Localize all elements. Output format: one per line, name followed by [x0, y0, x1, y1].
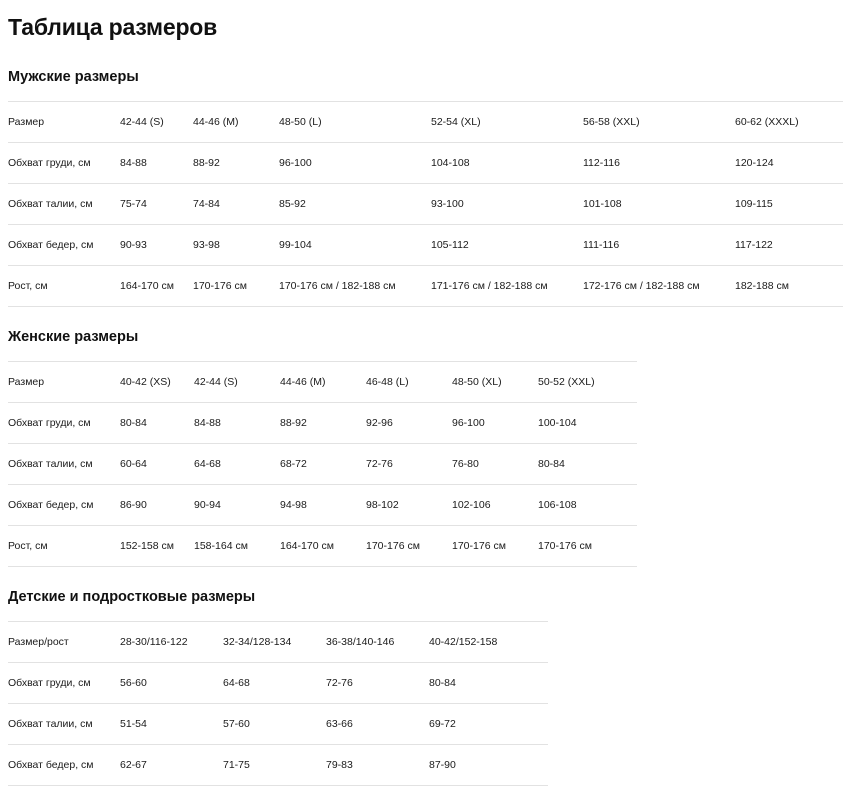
cell: 62-67 [120, 745, 223, 786]
cell: 105-112 [431, 225, 583, 266]
table-row [8, 444, 637, 485]
cell: 63-66 [326, 704, 429, 745]
section-title-women: Женские размеры [8, 329, 139, 345]
table-row [8, 403, 637, 444]
cell: 52-54 (XL) [431, 102, 583, 143]
cell: 71-75 [223, 745, 326, 786]
table-men-sizes [8, 101, 843, 307]
row-label: Рост, см [8, 266, 120, 307]
cell: 60-62 (XXXL) [735, 102, 843, 143]
cell: 98-102 [366, 485, 452, 526]
cell: 92-96 [366, 403, 452, 444]
cell: 171-176 см / 182-188 см [431, 266, 583, 307]
cell: 86-90 [120, 485, 194, 526]
cell: 164-170 см [280, 526, 366, 567]
row-label: Обхват груди, см [8, 143, 120, 184]
cell: 76-80 [452, 444, 538, 485]
cell: 164-170 см [120, 266, 193, 307]
cell: 84-88 [120, 143, 193, 184]
cell: 111-116 [583, 225, 735, 266]
cell: 28-30/116-122 [120, 622, 223, 663]
cell: 120-124 [735, 143, 843, 184]
section-men-sizes [8, 41, 843, 307]
cell: 88-92 [193, 143, 279, 184]
cell: 90-94 [194, 485, 280, 526]
table-row [8, 362, 637, 403]
cell: 96-100 [452, 403, 538, 444]
row-label: Обхват бедер, см [8, 485, 120, 526]
cell: 42-44 (S) [194, 362, 280, 403]
table-kids-sizes [8, 621, 548, 786]
row-label: Рост, см [8, 526, 120, 567]
table-row [8, 143, 843, 184]
cell: 182-188 см [735, 266, 843, 307]
table-row [8, 102, 843, 143]
row-label: Обхват груди, см [8, 663, 120, 704]
cell: 170-176 см [452, 526, 538, 567]
cell: 80-84 [429, 663, 548, 704]
table-row [8, 745, 548, 786]
table-row [8, 663, 548, 704]
cell: 50-52 (XXL) [538, 362, 637, 403]
row-label: Размер [8, 362, 120, 403]
cell: 56-60 [120, 663, 223, 704]
table-row [8, 266, 843, 307]
cell: 90-93 [120, 225, 193, 266]
cell: 94-98 [280, 485, 366, 526]
cell: 64-68 [194, 444, 280, 485]
cell: 112-116 [583, 143, 735, 184]
section-title-kids: Детские и подростковые размеры [8, 589, 256, 605]
row-label: Обхват бедер, см [8, 745, 120, 786]
cell: 117-122 [735, 225, 843, 266]
row-label: Размер/рост [8, 622, 120, 663]
cell: 158-164 см [194, 526, 280, 567]
cell: 75-74 [120, 184, 193, 225]
cell: 40-42 (XS) [120, 362, 194, 403]
cell: 87-90 [429, 745, 548, 786]
cell: 48-50 (L) [279, 102, 431, 143]
page-title: Таблица размеров [8, 14, 218, 40]
cell: 80-84 [120, 403, 194, 444]
cell: 32-34/128-134 [223, 622, 326, 663]
cell: 42-44 (S) [120, 102, 193, 143]
cell: 56-58 (XXL) [583, 102, 735, 143]
cell: 74-84 [193, 184, 279, 225]
cell: 170-176 см / 182-188 см [279, 266, 431, 307]
cell: 85-92 [279, 184, 431, 225]
section-women-sizes [8, 307, 843, 567]
cell: 109-115 [735, 184, 843, 225]
table-row [8, 184, 843, 225]
table-women-sizes [8, 361, 637, 567]
cell: 69-72 [429, 704, 548, 745]
cell: 64-68 [223, 663, 326, 704]
cell: 102-106 [452, 485, 538, 526]
row-label: Обхват талии, см [8, 704, 120, 745]
table-row [8, 485, 637, 526]
cell: 93-100 [431, 184, 583, 225]
cell: 60-64 [120, 444, 194, 485]
cell: 170-176 см [538, 526, 637, 567]
row-label: Обхват талии, см [8, 444, 120, 485]
row-label: Обхват талии, см [8, 184, 120, 225]
cell: 48-50 (XL) [452, 362, 538, 403]
cell: 170-176 см [366, 526, 452, 567]
row-label: Обхват бедер, см [8, 225, 120, 266]
cell: 99-104 [279, 225, 431, 266]
cell: 44-46 (M) [280, 362, 366, 403]
section-kids-sizes [8, 567, 843, 786]
table-row [8, 526, 637, 567]
cell: 106-108 [538, 485, 637, 526]
cell: 79-83 [326, 745, 429, 786]
table-row [8, 225, 843, 266]
cell: 40-42/152-158 [429, 622, 548, 663]
cell: 172-176 см / 182-188 см [583, 266, 735, 307]
cell: 170-176 см [193, 266, 279, 307]
cell: 96-100 [279, 143, 431, 184]
cell: 152-158 см [120, 526, 194, 567]
cell: 93-98 [193, 225, 279, 266]
cell: 100-104 [538, 403, 637, 444]
cell: 46-48 (L) [366, 362, 452, 403]
cell: 84-88 [194, 403, 280, 444]
cell: 51-54 [120, 704, 223, 745]
cell: 88-92 [280, 403, 366, 444]
row-label: Размер [8, 102, 120, 143]
cell: 80-84 [538, 444, 637, 485]
cell: 36-38/140-146 [326, 622, 429, 663]
section-title-men: Мужские размеры [8, 69, 139, 85]
cell: 104-108 [431, 143, 583, 184]
cell: 68-72 [280, 444, 366, 485]
table-row [8, 704, 548, 745]
table-row [8, 622, 548, 663]
cell: 101-108 [583, 184, 735, 225]
cell: 44-46 (M) [193, 102, 279, 143]
cell: 72-76 [326, 663, 429, 704]
row-label: Обхват груди, см [8, 403, 120, 444]
cell: 57-60 [223, 704, 326, 745]
cell: 72-76 [366, 444, 452, 485]
